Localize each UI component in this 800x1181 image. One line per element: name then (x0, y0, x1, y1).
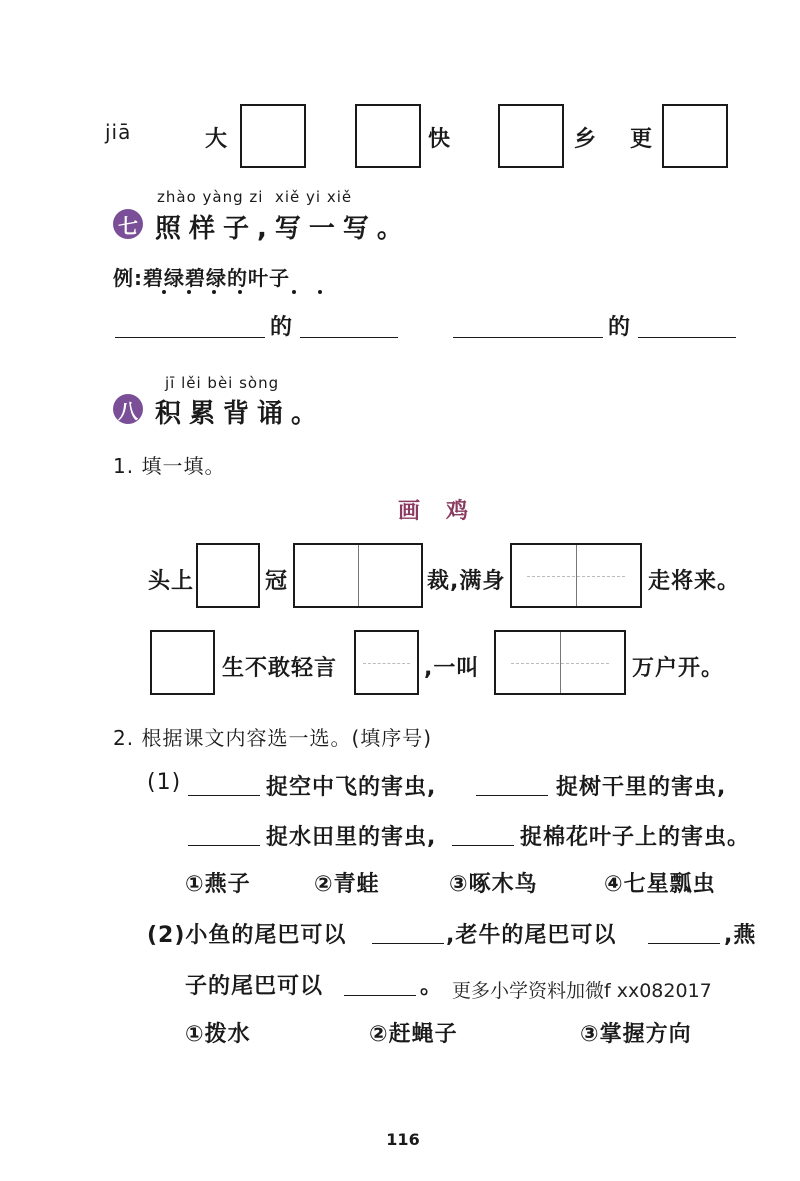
q2-2-text: (2)小鱼的尾巴可以 (147, 923, 347, 948)
q2-1-text: 捉水田里的害虫, (266, 825, 437, 850)
q2-1-option: ③啄木鸟 (449, 872, 538, 897)
answer-box-2[interactable] (355, 104, 421, 168)
answer-line[interactable] (638, 337, 736, 338)
poem-title: 画 鸡 (398, 499, 471, 524)
q2-1-option: ①燕子 (185, 872, 251, 897)
question-2-label: 2. 根据课文内容选一选。(填序号) (113, 726, 433, 750)
emphasis-dot (212, 290, 216, 294)
question-1-label: 1. 填一填。 (113, 454, 226, 478)
q2-1-option: ④七星瓢虫 (604, 872, 716, 897)
q2-2-text: 子的尾巴可以 (185, 974, 324, 999)
q2-1-text: 捉空中飞的害虫, (266, 775, 437, 800)
poem-box-5[interactable] (354, 630, 419, 695)
watermark-text: 更多小学资料加微f xx082017 (452, 980, 712, 1002)
char-kuai: 快 (428, 127, 452, 152)
char-xiang: 乡 (574, 127, 598, 152)
answer-line[interactable] (188, 795, 260, 796)
q2-2-text: 。 (420, 974, 444, 999)
section8-pinyin: jī lěi bèi sòng (165, 374, 280, 392)
poem-box-3[interactable] (510, 543, 642, 608)
pinyin-jia: jiā (105, 120, 132, 144)
q2-2-option: ③掌握方向 (580, 1022, 692, 1047)
q2-2-option: ①拨水 (185, 1022, 251, 1047)
emphasis-dot (238, 290, 242, 294)
answer-line[interactable] (476, 795, 548, 796)
poem-text: 裁,满身 (427, 569, 506, 594)
char-da: 大 (205, 127, 229, 152)
answer-line[interactable] (344, 995, 416, 996)
poem-text: 头上 (148, 569, 195, 594)
emphasis-dot (292, 290, 296, 294)
answer-line[interactable] (115, 337, 265, 338)
poem-text: ,一叫 (424, 656, 480, 681)
emphasis-dot (187, 290, 191, 294)
section7-number-badge: 七 (113, 209, 143, 239)
answer-line[interactable] (188, 845, 260, 846)
section7-pinyin: zhào yàng zi xiě yi xiě (157, 188, 353, 206)
poem-text: 走将来。 (648, 569, 741, 594)
q2-1-text: 捉棉花叶子上的害虫。 (520, 825, 751, 850)
answer-line[interactable] (648, 943, 720, 944)
emphasis-dot (162, 290, 166, 294)
poem-text: 万户开。 (632, 656, 725, 681)
poem-box-6[interactable] (494, 630, 626, 695)
section7-title: 照样子,写一写。 (155, 214, 411, 244)
answer-box-4[interactable] (662, 104, 728, 168)
q2-1-option: ②青蛙 (314, 872, 380, 897)
answer-line[interactable] (372, 943, 444, 944)
q2-2-option: ②赶蝇子 (369, 1022, 458, 1047)
section8-number-badge: 八 (113, 394, 143, 424)
emphasis-dot (318, 290, 322, 294)
poem-box-2[interactable] (293, 543, 423, 608)
de-char: 的 (608, 315, 632, 340)
answer-line[interactable] (300, 337, 398, 338)
poem-text: 冠 (265, 569, 289, 594)
answer-line[interactable] (452, 845, 514, 846)
q2-2-text: ,燕 (724, 923, 757, 948)
section7-example: 例:碧绿碧绿的叶子 (113, 266, 290, 290)
answer-box-3[interactable] (498, 104, 564, 168)
section8-title: 积累背诵。 (155, 399, 326, 429)
poem-text: 生不敢轻言 (222, 656, 338, 681)
char-geng: 更 (630, 127, 654, 152)
q2-1-number: (1) (147, 770, 182, 795)
page-number: 116 (386, 1130, 420, 1149)
poem-box-4[interactable] (150, 630, 215, 695)
answer-line[interactable] (453, 337, 603, 338)
q2-2-text: ,老牛的尾巴可以 (446, 923, 617, 948)
poem-box-1[interactable] (196, 543, 260, 608)
q2-1-text: 捉树干里的害虫, (556, 775, 727, 800)
de-char: 的 (270, 315, 294, 340)
answer-box-1[interactable] (240, 104, 306, 168)
